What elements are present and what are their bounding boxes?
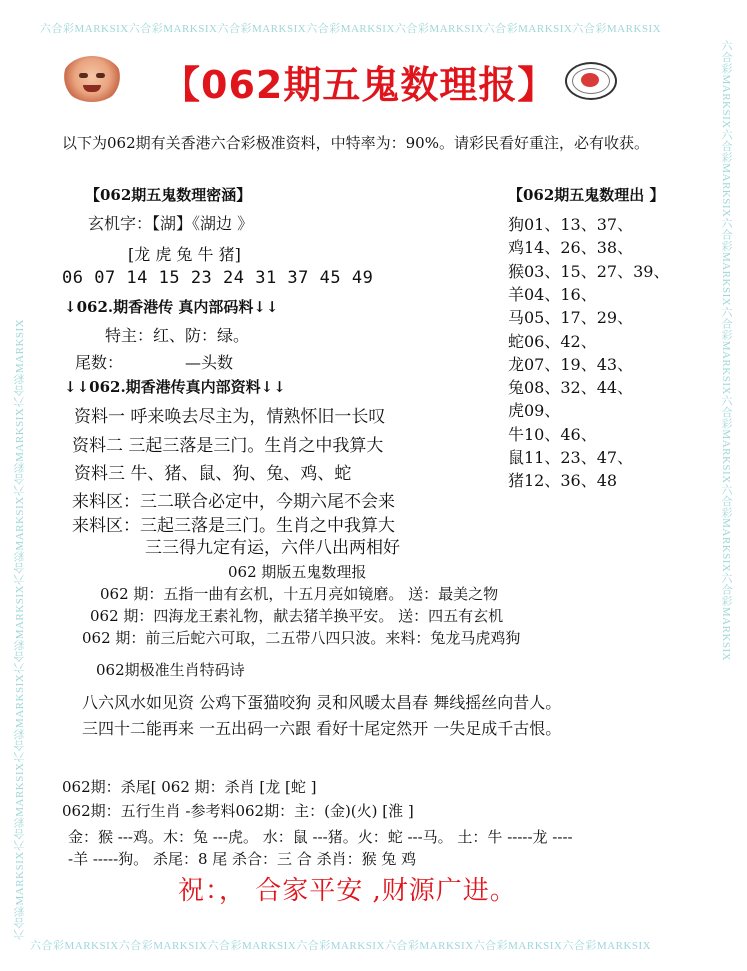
avatar-image [62,56,122,102]
zodiac-number-item: 兔08、32、44、 [508,378,634,398]
right-heading: 【062期五鬼数理出 】 [508,186,665,204]
poem-line-1: 八六风水如见资 公鸡下蛋猫咬狗 灵和风暖太昌春 舞线摇丝向昔人。 [82,693,562,712]
weishu-label: 尾数： [75,353,124,372]
laiyao-3: 三三得九定有运，六伴八出两相好 [145,538,400,558]
left-heading: 【062期五鬼数理密涵】 [85,186,252,204]
page-title: 【062期五鬼数理报】 [162,63,557,107]
prediction-line-2: 062 期：四海龙王素礼物，献去猪羊换平安。 送：四五有玄机 [90,607,504,625]
stamp-icon [565,62,617,100]
watermark-top: 六合彩MARKSIX六合彩MARKSIX六合彩MARKSIX六合彩MARKSIX六合彩MARKSIX六合彩MARKSIX六合彩MARKSIX [40,23,662,35]
laiyao-2: 来料区：三起三落是三门。生肖之中我算大 [72,516,395,536]
prediction-line-1: 062 期：五指一曲有玄机，十五月亮如镜磨。 送：最美之物 [100,585,499,603]
ziliao-2: 资料二 三起三落是三门。生肖之中我算大 [72,436,384,456]
zodiac-number-item: 鸡14、26、38、 [508,238,634,258]
zodiac-number-item: 猪12、36、48 [508,471,618,491]
insider-line-1: ↓062.期香港传 真内部码料↓↓ [64,298,279,316]
watermark-right: 六合彩MARKSIX六合彩MARKSIX六合彩MARKSIX六合彩MARKSIX六合彩MARKSIX六合彩MARKSIX六合彩MARKSIX [720,40,732,662]
blessing-text: 祝：， 合家平安 ,财源广进。 [178,876,517,906]
weishu-value: —头数 [185,353,234,372]
zodiac-number-item: 蛇06、42、 [508,331,597,351]
poem-heading: 062期极准生肖特码诗 [96,661,245,679]
watermark-bottom: 六合彩MARKSIX六合彩MARKSIX六合彩MARKSIX六合彩MARKSIX六合彩MARKSIX六合彩MARKSIX六合彩MARKSIX [30,940,652,952]
zodiac-number-item: 羊04、16、 [508,284,597,304]
zodiac-number-item: 狗01、13、37、 [508,215,634,234]
avatar-eye [79,73,88,78]
laiyao-1: 来料区：三二联合必定中，今期六尾不会来 [72,492,395,512]
avatar-eye [96,73,105,78]
tezhu-line: 特主：红、防：绿。 [105,326,250,345]
numbers-line: 06 07 14 15 23 24 31 37 45 49 [62,268,374,288]
zodiac-number-item: 马05、17、29、 [508,308,634,328]
poem-line-2: 三四十二能再来 一五出码一六跟 看好十尾定然开 一失足成千古恨。 [82,719,562,738]
ziliao-1: 资料一 呼来唤去尽主为，情熟怀旧一长叹 [74,407,386,427]
footer-line-4: -羊 -----狗。 杀尾：8 尾 杀合：三 合 杀肖：猴 兔 鸡 [68,850,417,868]
zodiac-number-item: 虎09、 [508,401,561,421]
stamp-center [581,73,599,87]
intro-text: 以下为062期有关香港六合彩极准资料，中特率为：90%。请彩民看好重注，必有收获。 [62,134,649,152]
avatar-mouth [83,85,101,92]
zodiac-number-item: 鼠11、23、47、 [508,448,634,467]
insider-line-2: ↓↓062.期香港传真内部资料↓↓ [64,378,286,396]
xuanji-line: 玄机字：【湖】《湖边 》 [88,214,254,233]
footer-line-1: 062期：杀尾[ 062 期：杀肖 [龙 [蛇 ] [62,778,317,796]
section-subheading: 062 期版五鬼数理报 [228,563,367,581]
watermark-left: 六合彩MARKSIX六合彩MARKSIX六合彩MARKSIX六合彩MARKSIX六合彩MARKSIX六合彩MARKSIX六合彩MARKSIX [14,318,26,940]
zodiac-number-item: 牛10、46、 [508,424,597,444]
footer-line-3: 金：猴 ---鸡。木：兔 ---虎。 水：鼠 ---猪。火：蛇 ---马。 土：牛 -----龙 ---- [68,828,573,846]
ziliao-3: 资料三 牛、猪、鼠、狗、兔、鸡、蛇 [74,464,352,484]
zodiac-number-item: 猴03、15、27、39、 [508,261,670,281]
zodiac-number-item: 龙07、19、43、 [508,354,634,374]
footer-line-2: 062期：五行生肖 -参考料062期：主：(金)(火) [淮 ] [62,802,414,820]
prediction-line-3: 062 期：前三后蛇六可取，二五带八四只波。来料：兔龙马虎鸡狗 [82,629,521,647]
zodiac-line: [龙 虎 兔 牛 猪] [128,245,241,264]
